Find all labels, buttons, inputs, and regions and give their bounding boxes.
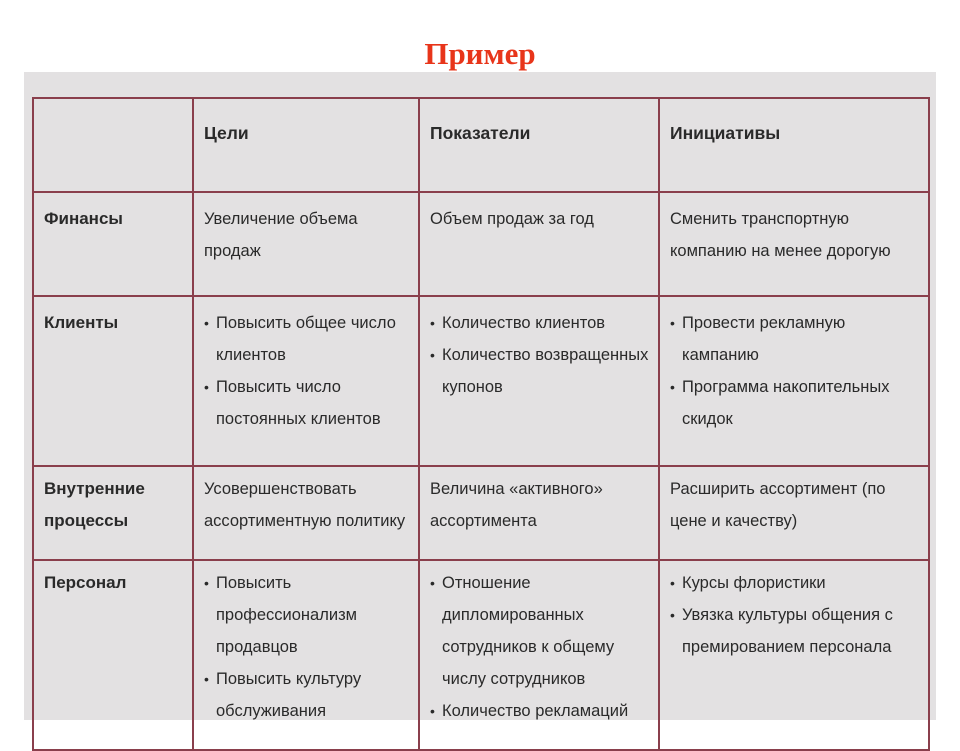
list-item: • Провести рекламную кампанию: [670, 307, 920, 371]
initiatives-cell: Расширить ассортимент (по цене и качеству): [659, 466, 929, 560]
initiatives-cell: Сменить транспортную компанию на менее дорогую: [659, 192, 929, 296]
indicators-cell: Величина «активного» ассортимента: [419, 466, 659, 560]
goals-list: [204, 567, 410, 727]
initiatives-cell: [659, 296, 929, 466]
indicators-list: [430, 307, 650, 403]
indicators-cell: [419, 560, 659, 750]
goals-cell: Усовершенствовать ассортиментную политику: [193, 466, 419, 560]
page-title: Пример: [424, 36, 536, 71]
table-row: [33, 560, 929, 750]
row-label-internal-processes: Внутренние процессы: [33, 466, 193, 560]
list-item: • Повысить профессионализм продавцов: [204, 567, 410, 663]
goals-cell: [193, 296, 419, 466]
list-item: • Количество клиентов: [430, 307, 650, 339]
list-item: • Программа накопительных скидок: [670, 371, 920, 435]
list-item: • Повысить число постоянных клиентов: [204, 371, 410, 435]
table-row: [33, 466, 929, 560]
list-item: • Курсы флористики: [670, 567, 920, 599]
indicators-cell: Объем продаж за год: [419, 192, 659, 296]
table-row: [33, 192, 929, 296]
row-label-personnel: Персонал: [33, 560, 193, 750]
table-header-row: [33, 98, 929, 192]
header-cell-indicators: Показатели: [419, 98, 659, 192]
list-item: • Повысить культуру обслуживания: [204, 663, 410, 727]
header-cell-goals: Цели: [193, 98, 419, 192]
goals-cell: [193, 560, 419, 750]
goals-cell: Увеличение объема продаж: [193, 192, 419, 296]
indicators-cell: [419, 296, 659, 466]
list-item: • Повысить общее число клиентов: [204, 307, 410, 371]
list-item: • Количество рекламаций: [430, 695, 650, 727]
list-item: • Количество возвращенных купонов: [430, 339, 650, 403]
row-label-clients: Клиенты: [33, 296, 193, 466]
header-cell-initiatives: Инициативы: [659, 98, 929, 192]
initiatives-list: [670, 307, 920, 435]
goals-list: [204, 307, 410, 435]
header-cell-empty: [33, 98, 193, 192]
initiatives-cell: [659, 560, 929, 750]
list-item: • Увязка культуры общения с премированием персонала: [670, 599, 920, 663]
row-label-finance: Финансы: [33, 192, 193, 296]
initiatives-list: [670, 567, 920, 663]
indicators-list: [430, 567, 650, 727]
table-row: [33, 296, 929, 466]
scorecard-table: [32, 97, 930, 751]
list-item: • Отношение дипломированных сотрудников к общему числу сотрудников: [430, 567, 650, 695]
